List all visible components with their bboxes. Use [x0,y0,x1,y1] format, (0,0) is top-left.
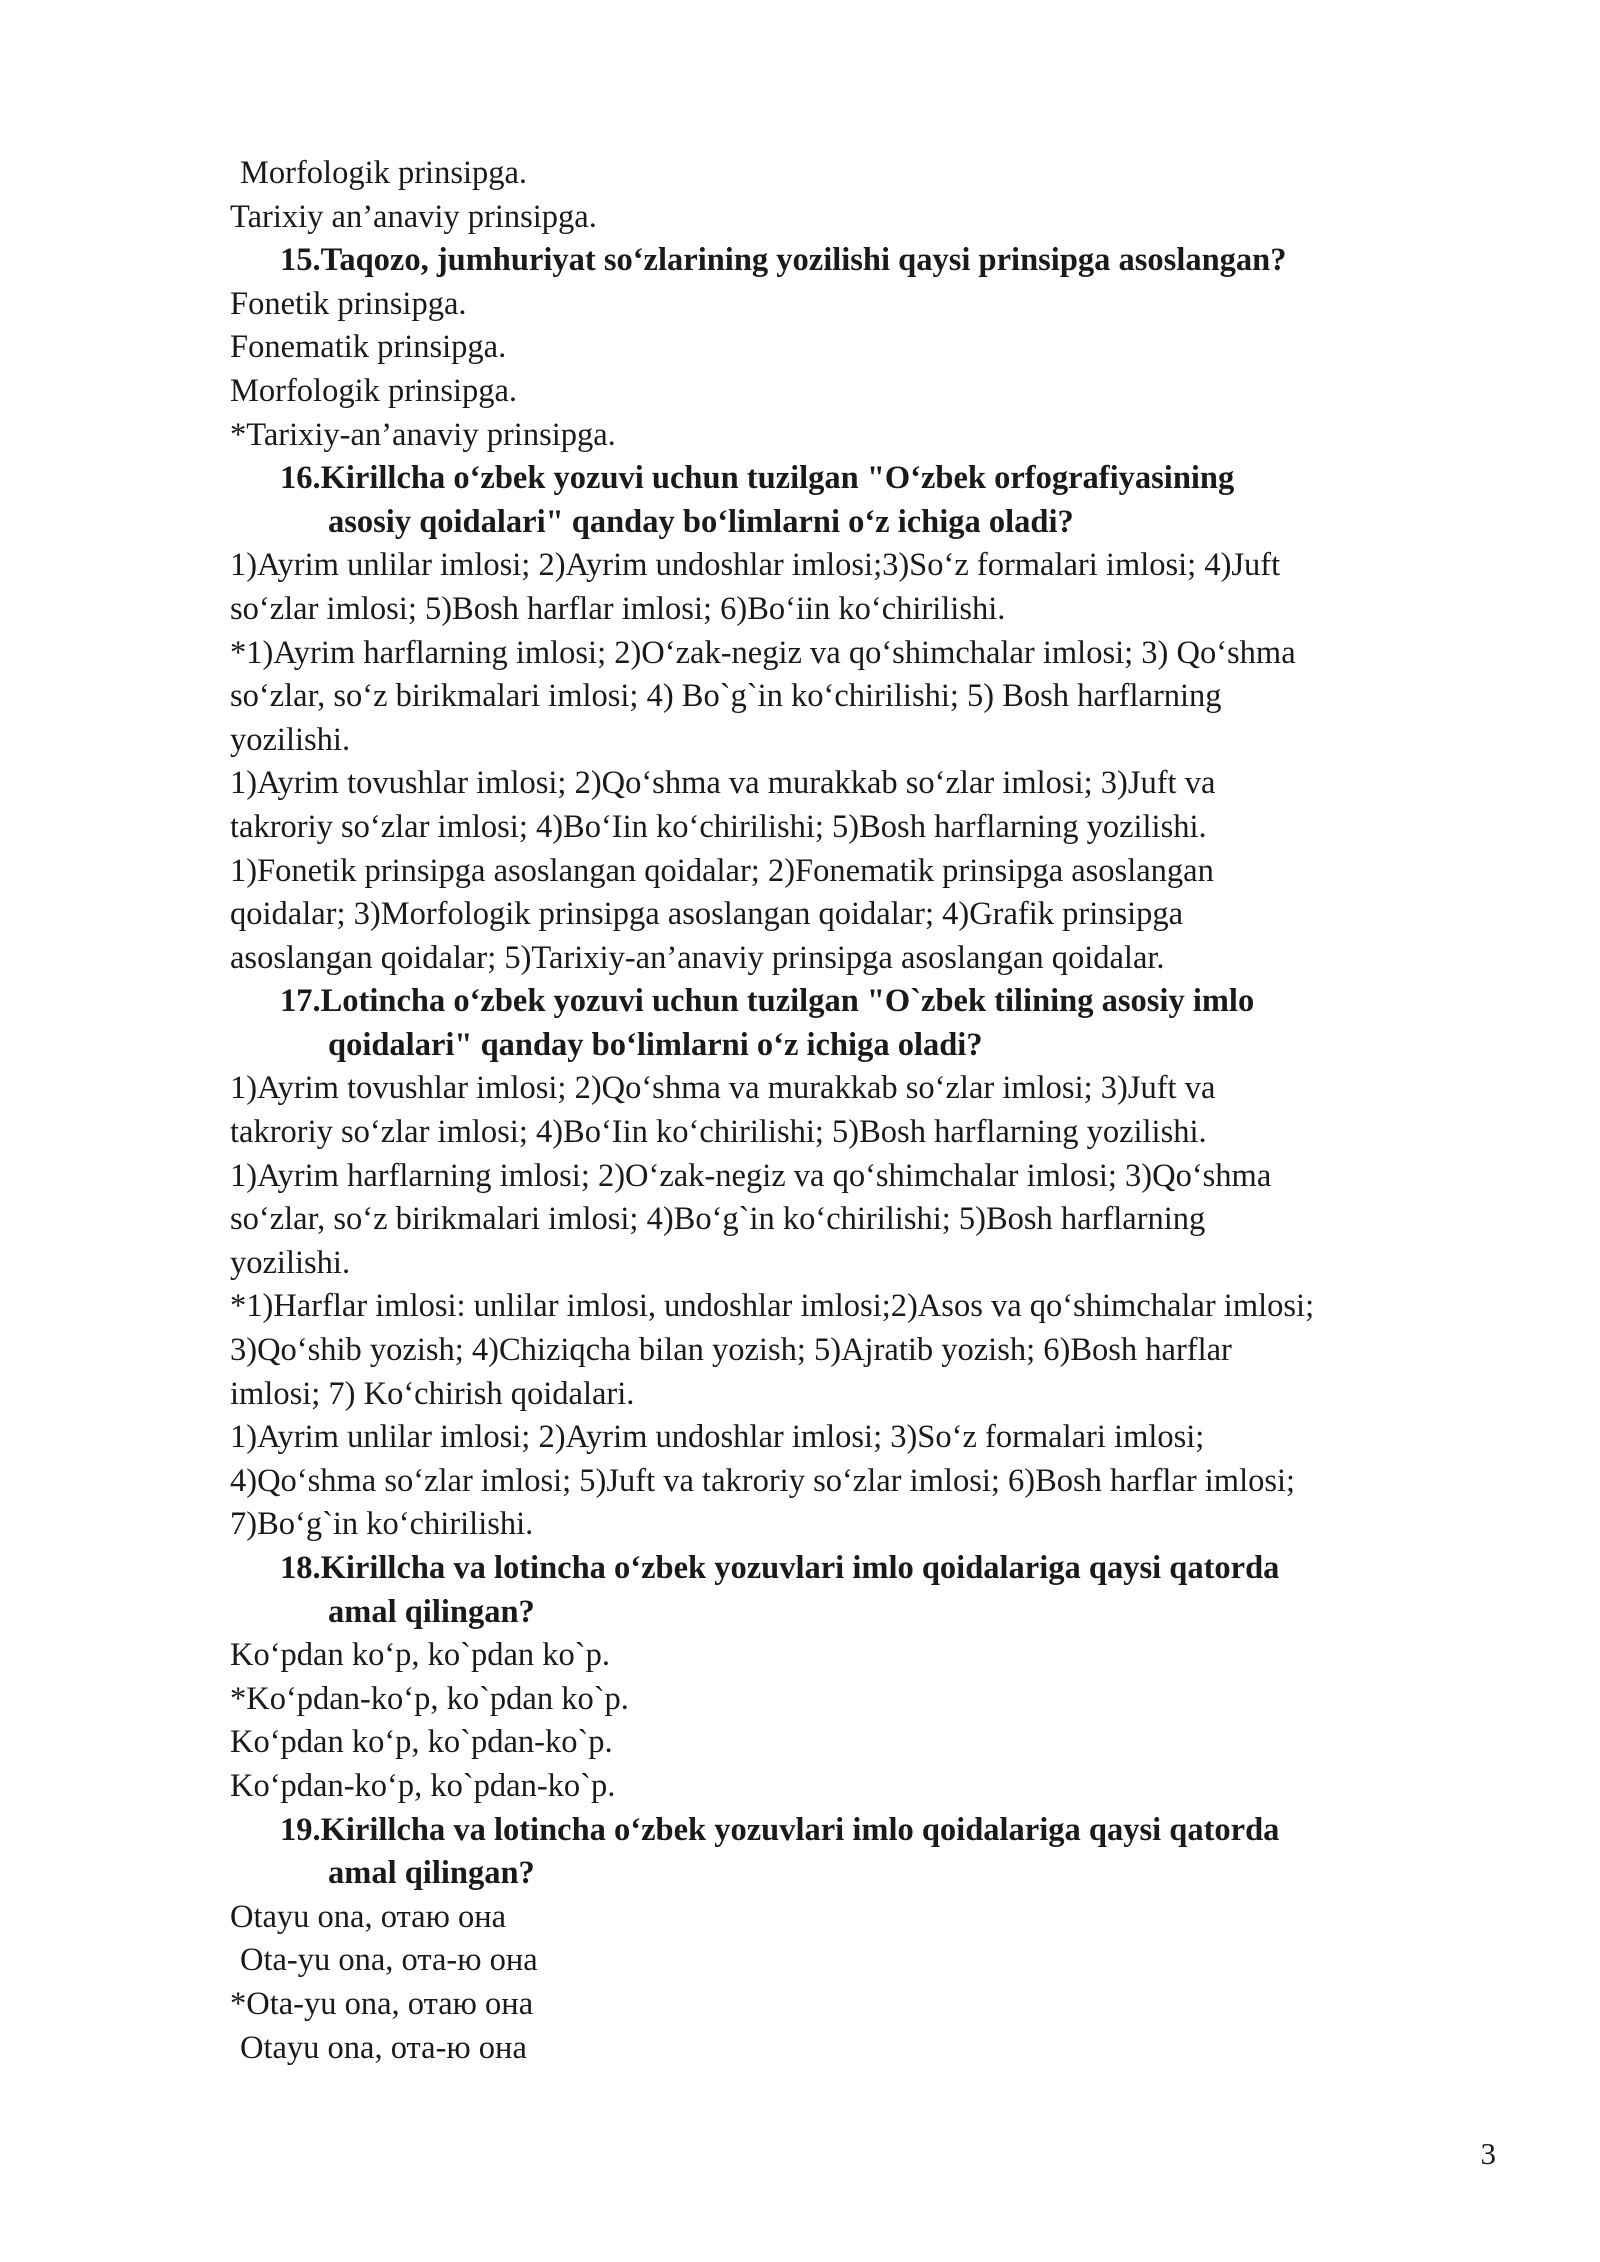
answer-option: 1)Ayrim unlilar imlosi; 2)Ayrim undoshlar imlosi;3)So‘z formalari imlosi; 4)Juft [230,547,1281,584]
answer-option: 1)Ayrim tovushlar imlosi; 2)Qo‘shma va murakkab so‘zlar imlosi; 3)Juft va [230,765,1216,802]
page-body [230,152,1500,2070]
answer-option: Fonematik prinsipga. [230,329,507,366]
question-title [230,457,1500,501]
question-text-continued: amal qilingan? [328,1855,535,1892]
answer-option: *1)Ayrim harflarning imlosi; 2)O‘zak-negiz va qo‘shimchalar imlosi; 3) Qo‘shma [230,634,1296,671]
answer-option: yozilishi. [230,1244,351,1281]
question-text: Kirillcha o‘zbek yozuvi uchun tuzilgan "O‘zbek orfografiyasining [320,460,1235,497]
answer-option: takroriy so‘zlar imlosi; 4)Bo‘Iin ko‘chirilishi; 5)Bosh harflarning yozilishi. [230,1114,1207,1151]
question-text: Kirillcha va lotincha o‘zbek yozuvlari imlo qoidalariga qaysi qatorda [320,1550,1280,1586]
answer-option: *1)Harflar imlosi: unlilar imlosi, undoshlar imlosi;2)Asos va qo‘shimchalar imlosi; [230,1288,1315,1325]
answer-option: takroriy so‘zlar imlosi; 4)Bo‘Iin ko‘chirilishi; 5)Bosh harflarning yozilishi. [230,808,1207,845]
answer-option: asoslangan qoidalar; 5)Tarixiy-an’anaviy prinsipga asoslangan qoidalar. [230,939,1165,976]
answer-option: Otayu ona, отаю она [230,1898,507,1935]
question-text-continued: amal qilingan? [328,1593,535,1630]
answer-option: 1)Fonetik prinsipga asoslangan qoidalar; 2)Fonematik prinsipga asoslangan [230,852,1214,889]
question-title [230,1547,1500,1591]
answer-option: Ko‘pdan-ko‘p, ko`pdan-ko`p. [230,1767,616,1804]
answer-option: Tarixiy an’anaviy prinsipga. [230,198,597,235]
question-text: Kirillcha va lotincha o‘zbek yozuvlari imlo qoidalariga qaysi qatorda [320,1811,1280,1848]
answer-option: so‘zlar, so‘z birikmalari imlosi; 4)Bo‘g`in ko‘chirilishi; 5)Bosh harflarning [230,1201,1206,1238]
answer-option: qoidalar; 3)Morfologik prinsipga asoslangan qoidalar; 4)Grafik prinsipga [230,896,1184,933]
answer-option: so‘zlar imlosi; 5)Bosh harflar imlosi; 6)Bo‘iin ko‘chirilishi. [230,590,1006,627]
question-title [230,1809,1500,1853]
question-number: 16. [280,460,321,497]
answer-option: 4)Qo‘shma so‘zlar imlosi; 5)Juft va takroriy so‘zlar imlosi; 6)Bosh harflar imlosi; [230,1462,1296,1499]
question-text: Lotincha o‘zbek yozuvi uchun tuzilgan "O`zbek tilining asosiy imlo [320,983,1255,1020]
answer-option: Morfologik prinsipga. [240,155,528,191]
question-number: 18. [280,1550,321,1586]
question-number: 15. [280,242,321,279]
answer-option: 1)Ayrim unlilar imlosi; 2)Ayrim undoshlar imlosi; 3)So‘z formalari imlosi; [230,1419,1205,1456]
answer-option: yozilishi. [230,721,351,758]
answer-option: Ko‘pdan ko‘p, ko`pdan-ko`p. [230,1724,613,1761]
answer-option: 1)Ayrim harflarning imlosi; 2)O‘zak-negiz va qo‘shimchalar imlosi; 3)Qo‘shma [230,1157,1272,1194]
answer-option: Otayu ona, ота-ю она [240,2029,527,2066]
question-text: Taqozo, jumhuriyat so‘zlarining yozilishi qaysi prinsipga asoslangan? [320,242,1287,279]
question-text-continued: asosiy qoidalari" qanday bo‘limlarni o‘z ichiga oladi? [328,503,1074,540]
answer-option: 1)Ayrim tovushlar imlosi; 2)Qo‘shma va murakkab so‘zlar imlosi; 3)Juft va [230,1070,1216,1107]
answer-option: 3)Qo‘shib yozish; 4)Chiziqcha bilan yozish; 5)Ajratib yozish; 6)Bosh harflar [230,1332,1232,1369]
question-title [230,239,1500,283]
question-title [230,980,1500,1024]
page-number: 3 [1480,2136,1496,2171]
answer-option: *Ko‘pdan-ko‘p, ko`pdan ko`p. [230,1680,629,1717]
answer-option: Ko‘pdan ko‘p, ko`pdan ko`p. [230,1637,610,1674]
question-number: 19. [280,1811,321,1848]
answer-option: imlosi; 7) Ko‘chirish qoidalari. [230,1375,635,1412]
answer-option: Ota-yu ona, ота-ю она [240,1942,538,1979]
answer-option: *Ota-yu ona, отаю она [230,1985,534,2022]
answer-option: 7)Bo‘g`in ko‘chirilishi. [230,1506,534,1543]
answer-option: Fonetik prinsipga. [230,285,467,322]
answer-option: *Tarixiy-an’anaviy prinsipga. [230,416,616,453]
answer-option: so‘zlar, so‘z birikmalari imlosi; 4) Bo`g`in ko‘chirilishi; 5) Bosh harflarning [230,678,1222,715]
question-text-continued: qoidalari" qanday bo‘limlarni o‘z ichiga oladi? [328,1026,983,1063]
answer-option: Morfologik prinsipga. [230,372,518,409]
question-number: 17. [280,983,321,1020]
